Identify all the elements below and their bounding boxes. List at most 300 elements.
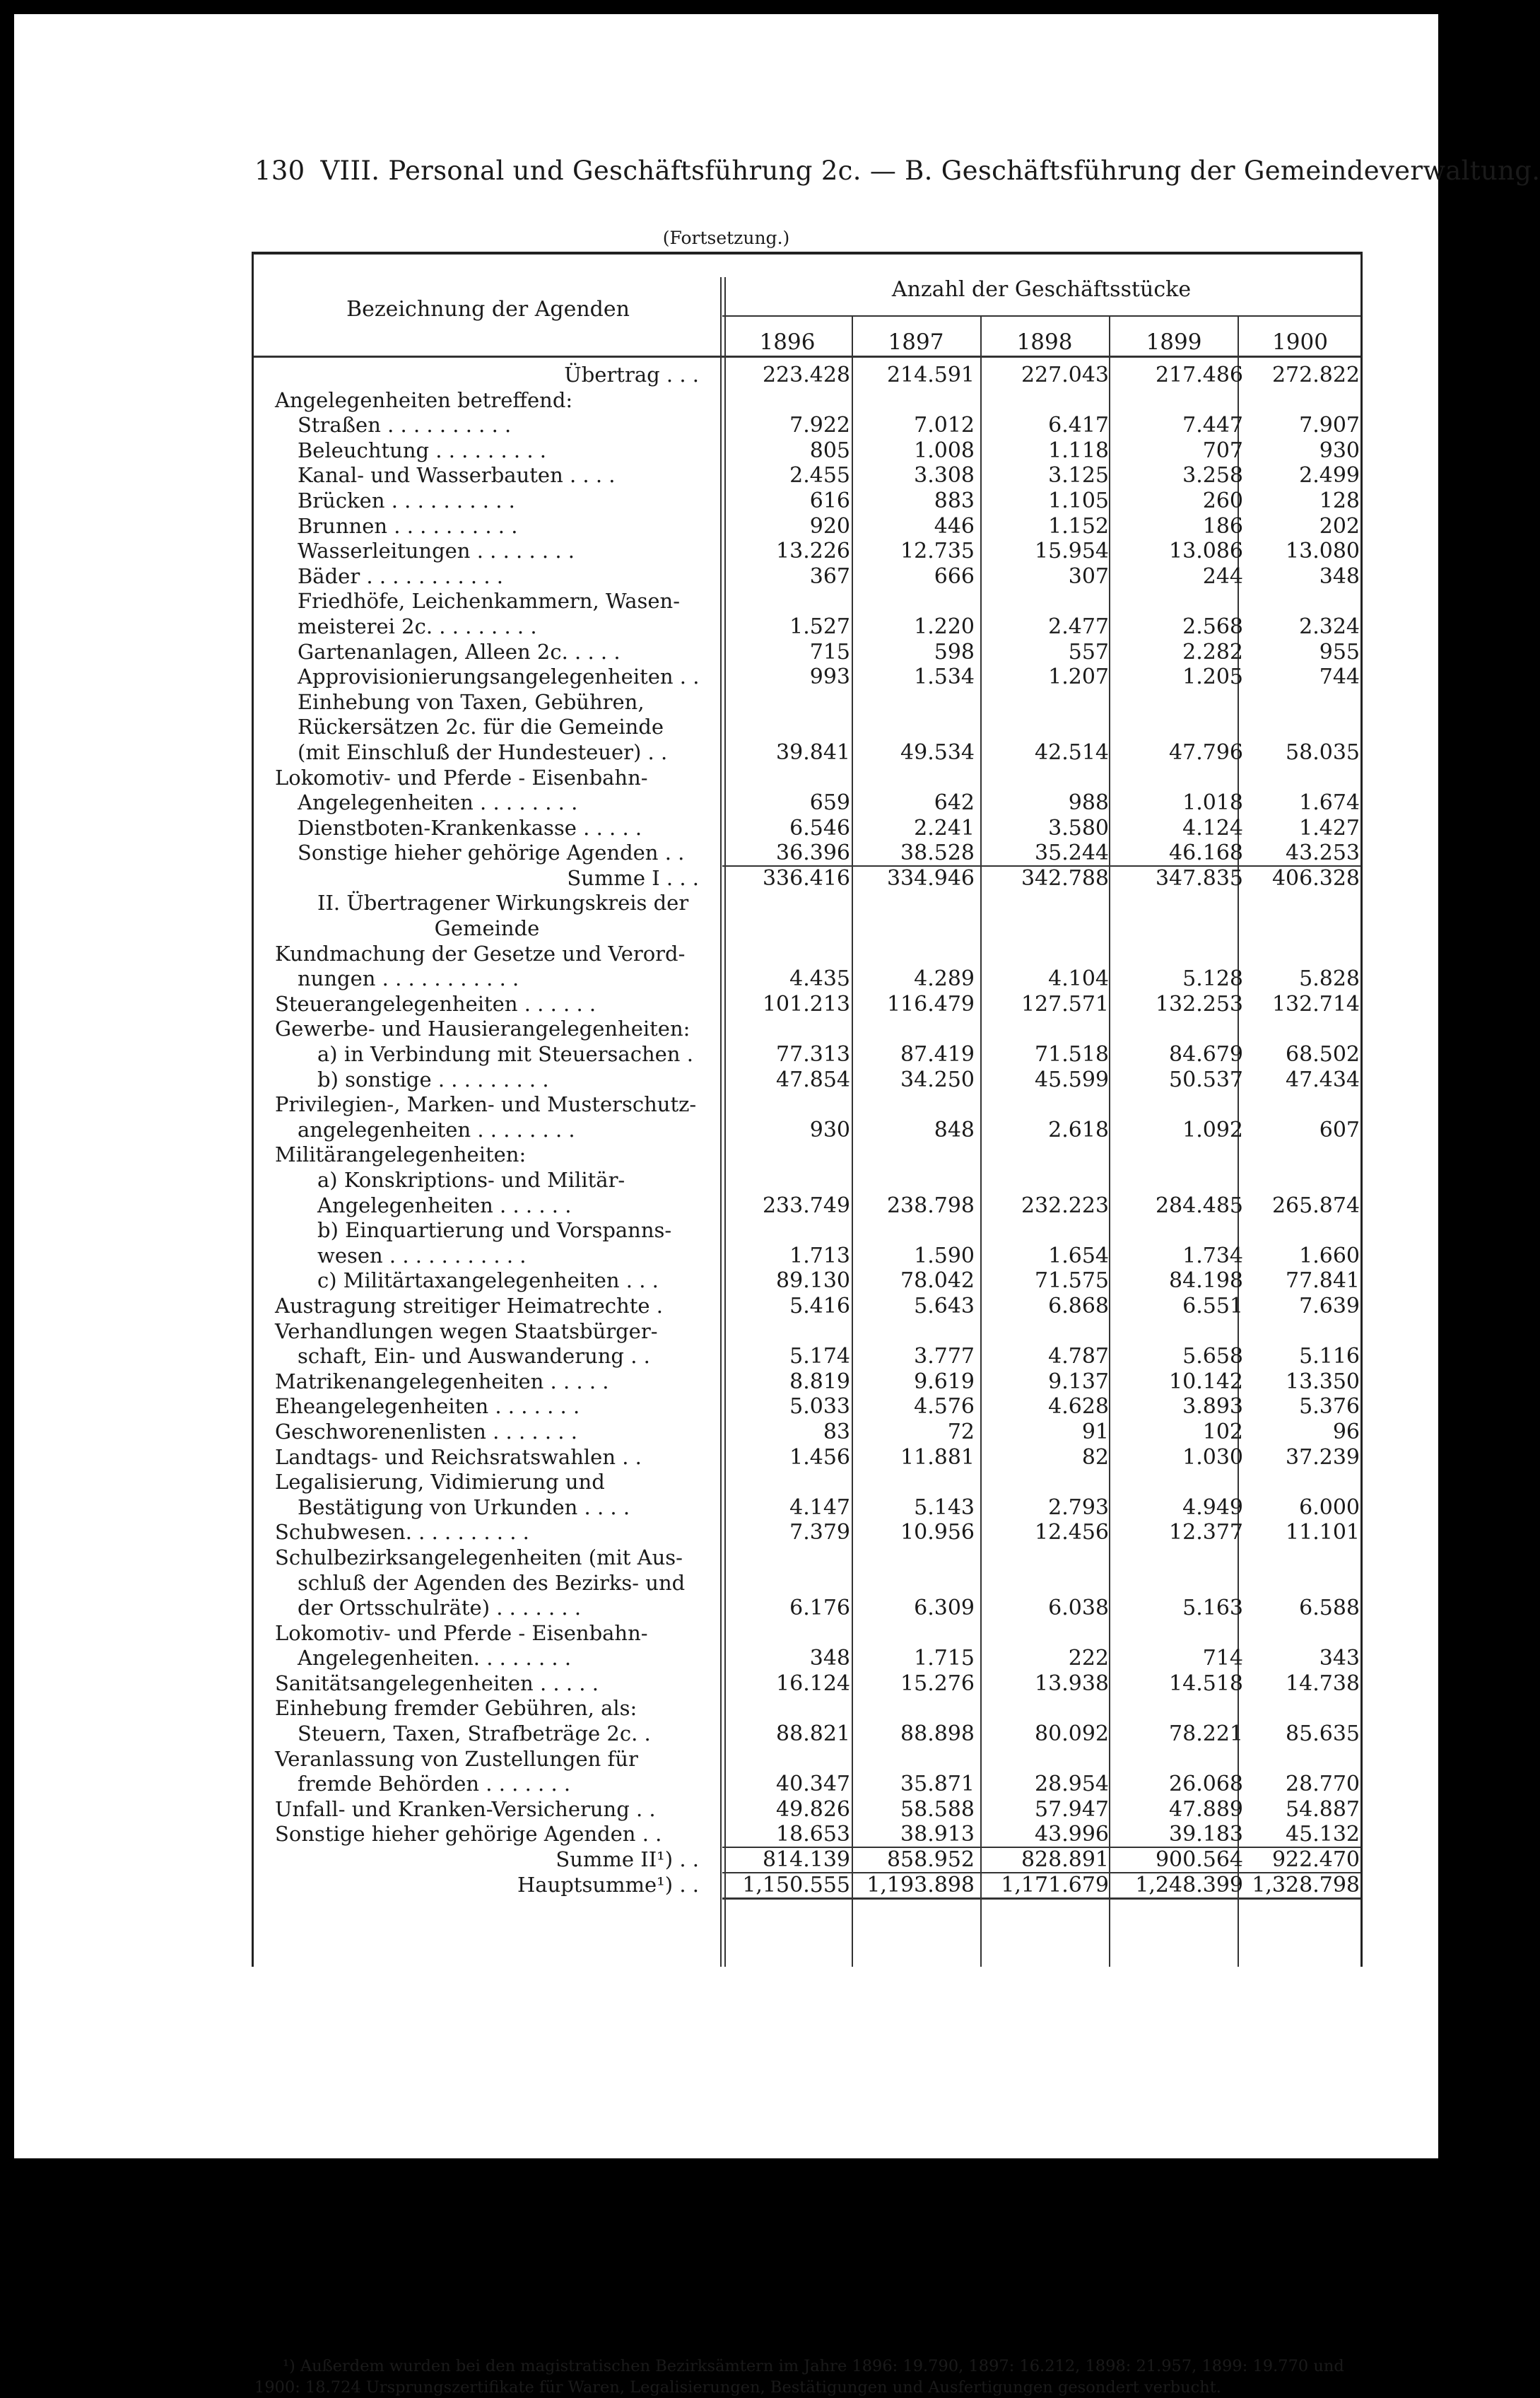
cell-1899: 84.679 [1169, 1042, 1243, 1068]
table-row [254, 1495, 1360, 1521]
row-label: Hauptsumme¹) . . [517, 1872, 699, 1897]
table-row [254, 1772, 1360, 1797]
year-1900: 1900 [1272, 329, 1328, 355]
row-label: Wasserleitungen . . . . . . . . [298, 539, 575, 563]
cell-1897: 49.534 [900, 739, 975, 765]
table-row [254, 891, 1360, 916]
table-row [254, 1142, 1360, 1168]
cell-1898: 2.793 [1048, 1495, 1109, 1520]
cell-1896: 1.713 [789, 1243, 850, 1268]
cell-1896: 993 [809, 665, 850, 690]
cell-1897: 446 [934, 513, 975, 539]
cell-1899: 10.142 [1169, 1369, 1243, 1394]
cell-1900: 2.324 [1299, 614, 1360, 639]
row-label: Straßen . . . . . . . . . . [298, 413, 512, 438]
table-row [254, 740, 1360, 766]
table-row [254, 1797, 1360, 1823]
cell-1900: 5.376 [1299, 1394, 1360, 1420]
cell-1896: 6.546 [789, 815, 850, 841]
cell-1899: 186 [1202, 513, 1243, 539]
cell-1900: 1.660 [1299, 1243, 1360, 1268]
cell-1899: 1.018 [1182, 790, 1243, 816]
cell-1899: 50.537 [1169, 1067, 1243, 1092]
table-row [254, 766, 1360, 791]
cell-1897: 10.956 [900, 1520, 975, 1545]
row-label: Schubwesen. . . . . . . . . . [275, 1520, 529, 1545]
cell-1897: 38.913 [900, 1822, 975, 1847]
table-row [254, 463, 1360, 489]
table-row [254, 1092, 1360, 1118]
cell-1896: 7.922 [789, 413, 850, 438]
cell-1900: 272.822 [1271, 363, 1360, 387]
page-number: 130 [254, 156, 305, 186]
row-label: Beleuchtung . . . . . . . . . [298, 438, 547, 462]
table-row [254, 966, 1360, 992]
cell-1899: 217.486 [1155, 363, 1243, 387]
table-row [254, 1394, 1360, 1420]
cell-1897: 15.276 [900, 1671, 975, 1696]
cell-1900: 54.887 [1286, 1796, 1360, 1822]
cell-1898: 42.514 [1035, 739, 1109, 765]
table-row [254, 1747, 1360, 1772]
cell-1899: 4.949 [1182, 1495, 1243, 1520]
cell-1896: 1.527 [789, 614, 850, 639]
cell-1899: 1.205 [1182, 665, 1243, 690]
cell-1900: 744 [1319, 665, 1360, 690]
cell-1897: 9.619 [914, 1369, 975, 1394]
cell-1896: 83 [823, 1419, 850, 1444]
cell-1898: 6.038 [1048, 1596, 1109, 1621]
cell-1898: 222 [1068, 1646, 1109, 1671]
row-label: Sonstige hieher gehörige Agenden . . [298, 841, 685, 865]
row-label: Gewerbe- und Hausierangelegenheiten: [275, 1017, 690, 1041]
data-table [252, 252, 1363, 1967]
cell-1899: 84.198 [1169, 1268, 1243, 1294]
cell-1899: 244 [1202, 563, 1243, 589]
table-row [254, 1319, 1360, 1345]
table-end-rule [722, 1897, 1360, 1900]
table-row [254, 589, 1360, 614]
cell-1899: 12.377 [1169, 1520, 1243, 1545]
cell-1899: 14.518 [1169, 1671, 1243, 1696]
cell-1897: 642 [934, 790, 975, 816]
cell-1898: 13.938 [1035, 1671, 1109, 1696]
row-label: Eheangelegenheiten . . . . . . . [275, 1394, 580, 1419]
cell-1897: 34.250 [900, 1067, 975, 1092]
cell-1896: 233.749 [762, 1193, 850, 1218]
cell-1900: 68.502 [1286, 1042, 1360, 1068]
row-label: Veranlassung von Zustellungen für [275, 1746, 638, 1771]
row-label: Friedhöfe, Leichenkammern, Wasen- [298, 589, 681, 614]
cell-1896: 47.854 [776, 1067, 850, 1092]
table-row [254, 363, 1360, 388]
cell-1897: 7.012 [914, 413, 975, 438]
cell-1897: 238.798 [886, 1193, 975, 1218]
table-row [254, 1344, 1360, 1369]
cell-1900: 343 [1319, 1646, 1360, 1671]
row-label: Gartenanlagen, Alleen 2c. . . . . [298, 639, 621, 664]
table-row [254, 1873, 1360, 1898]
table-row [254, 1470, 1360, 1495]
year-1898: 1898 [1016, 329, 1073, 355]
cell-1897: 858.952 [886, 1847, 975, 1873]
table-row [254, 1445, 1360, 1470]
table-row [254, 1646, 1360, 1671]
cell-1897: 848 [934, 1117, 975, 1142]
table-row [254, 1068, 1360, 1093]
table-row [254, 1193, 1360, 1219]
row-label: Brücken . . . . . . . . . . [298, 488, 515, 513]
cell-1898: 342.788 [1021, 865, 1109, 891]
cell-1897: 666 [934, 563, 975, 589]
cell-1900: 5.116 [1299, 1344, 1360, 1369]
cell-1900: 132.714 [1271, 991, 1360, 1017]
cell-1900: 1,328.798 [1252, 1872, 1360, 1897]
cell-1898: 1.152 [1048, 513, 1109, 539]
cell-1897: 78.042 [900, 1268, 975, 1294]
cell-1896: 6.176 [789, 1596, 850, 1621]
cell-1898: 127.571 [1021, 991, 1109, 1017]
cell-1899: 1,248.399 [1135, 1872, 1243, 1897]
cell-1900: 1.674 [1299, 790, 1360, 816]
cell-1900: 47.434 [1286, 1067, 1360, 1092]
row-label: Einhebung fremder Gebühren, als: [275, 1696, 637, 1721]
cell-1896: 89.130 [776, 1268, 850, 1294]
table-row [254, 1420, 1360, 1445]
cell-1897: 88.898 [900, 1721, 975, 1747]
label-column-header: Bezeichnung der Agenden [346, 297, 630, 322]
cell-1900: 128 [1319, 488, 1360, 513]
cell-1898: 80.092 [1035, 1721, 1109, 1747]
cell-1897: 1.715 [914, 1646, 975, 1671]
cell-1899: 78.221 [1169, 1721, 1243, 1747]
table-row [254, 1822, 1360, 1847]
cell-1899: 26.068 [1169, 1772, 1243, 1797]
row-label: meisterei 2c. . . . . . . . . [298, 614, 537, 638]
cell-1897: 6.309 [914, 1596, 975, 1621]
cell-1897: 214.591 [886, 363, 975, 387]
cell-1897: 334.946 [886, 865, 975, 891]
table-row [254, 816, 1360, 841]
table-row [254, 1571, 1360, 1596]
cell-1897: 883 [934, 488, 975, 513]
cell-1897: 1.008 [914, 438, 975, 463]
cell-1899: 260 [1202, 488, 1243, 513]
row-label: Bestätigung von Urkunden . . . . [298, 1495, 630, 1519]
cell-1900: 2.499 [1299, 463, 1360, 489]
continuation-label: (Fortsetzung.) [662, 228, 790, 248]
cell-1896: 18.653 [776, 1822, 850, 1847]
cell-1899: 39.183 [1169, 1822, 1243, 1847]
cell-1899: 4.124 [1182, 815, 1243, 841]
table-row [254, 1847, 1360, 1873]
cell-1897: 3.308 [914, 463, 975, 489]
cell-1898: 6.868 [1048, 1293, 1109, 1318]
row-label: schaft, Ein- und Auswanderung . . [298, 1344, 650, 1369]
row-label: Schulbezirksangelegenheiten (mit Aus- [275, 1545, 683, 1569]
header-bottom-rule [254, 356, 1360, 358]
cell-1899: 46.168 [1169, 841, 1243, 866]
cell-1897: 1.534 [914, 665, 975, 690]
cell-1896: 814.139 [762, 1847, 850, 1873]
cell-1898: 4.104 [1048, 966, 1109, 992]
table-row [254, 1671, 1360, 1697]
cell-1897: 598 [934, 639, 975, 665]
table-row [254, 1369, 1360, 1395]
cell-1900: 6.000 [1299, 1495, 1360, 1520]
cell-1897: 4.576 [914, 1394, 975, 1420]
cell-1900: 5.828 [1299, 966, 1360, 992]
cell-1899: 102 [1202, 1419, 1243, 1444]
row-label: Angelegenheiten. . . . . . . . [298, 1646, 572, 1671]
row-label: Verhandlungen wegen Staatsbürger- [275, 1318, 658, 1343]
table-row [254, 640, 1360, 665]
cell-1899: 714 [1202, 1646, 1243, 1671]
year-1896: 1896 [759, 329, 816, 355]
table-row [254, 866, 1360, 891]
table-row [254, 489, 1360, 514]
row-label: b) Einquartierung und Vorspanns- [317, 1218, 672, 1243]
table-row [254, 438, 1360, 464]
cell-1898: 71.575 [1035, 1268, 1109, 1294]
table-row [254, 539, 1360, 564]
row-label: Angelegenheiten . . . . . . . . [298, 790, 578, 815]
cell-1898: 43.996 [1035, 1822, 1109, 1847]
table-row [254, 564, 1360, 590]
cell-1897: 5.643 [914, 1293, 975, 1318]
table-row [254, 413, 1360, 438]
cell-1897: 35.871 [900, 1772, 975, 1797]
cell-1898: 1.118 [1048, 438, 1109, 463]
cell-1896: 2.455 [789, 463, 850, 489]
table-row [254, 1168, 1360, 1193]
cell-1898: 82 [1081, 1444, 1109, 1470]
table-row [254, 1244, 1360, 1269]
cell-1899: 7.447 [1182, 413, 1243, 438]
cell-1899: 284.485 [1155, 1193, 1243, 1218]
cell-1900: 85.635 [1286, 1721, 1360, 1747]
cell-1896: 659 [809, 790, 850, 816]
row-label: Steuerangelegenheiten . . . . . . [275, 991, 596, 1016]
cell-1896: 5.174 [789, 1344, 850, 1369]
cell-1899: 5.658 [1182, 1344, 1243, 1369]
row-label: Matrikenangelegenheiten . . . . . [275, 1369, 609, 1393]
cell-1896: 4.435 [789, 966, 850, 992]
year-1897: 1897 [888, 329, 944, 355]
table-row [254, 841, 1360, 866]
row-label: Kundmachung der Gesetze und Verord- [275, 941, 686, 966]
table-row [254, 514, 1360, 539]
cell-1900: 922.470 [1271, 1847, 1360, 1873]
row-label: Rückersätzen 2c. für die Gemeinde [298, 715, 664, 739]
cell-1896: 40.347 [776, 1772, 850, 1797]
cell-1898: 9.137 [1048, 1369, 1109, 1394]
cell-1899: 47.889 [1169, 1796, 1243, 1822]
cell-1897: 1.220 [914, 614, 975, 639]
row-label: angelegenheiten . . . . . . . . [298, 1117, 575, 1142]
cell-1896: 920 [809, 513, 850, 539]
cell-1897: 2.241 [914, 815, 975, 841]
cell-1896: 715 [809, 639, 850, 665]
row-label: c) Militärtaxangelegenheiten . . . [317, 1268, 659, 1293]
cell-1899: 1.030 [1182, 1444, 1243, 1470]
row-label: Gemeinde [434, 916, 540, 941]
cell-1896: 8.819 [789, 1369, 850, 1394]
row-label: a) Konskriptions- und Militär- [317, 1168, 625, 1192]
cell-1896: 336.416 [762, 865, 850, 891]
cell-1899: 707 [1202, 438, 1243, 463]
cell-1897: 87.419 [900, 1042, 975, 1068]
table-row [254, 1017, 1360, 1042]
cell-1900: 58.035 [1286, 739, 1360, 765]
row-label: Approvisionierungsangelegenheiten . . [298, 665, 700, 689]
cell-1897: 116.479 [886, 991, 975, 1017]
table-row [254, 916, 1360, 942]
cell-1898: 4.787 [1048, 1344, 1109, 1369]
row-label: Austragung streitiger Heimatrechte . [275, 1293, 663, 1318]
cell-1898: 3.580 [1048, 815, 1109, 841]
row-label: nungen . . . . . . . . . . . [298, 966, 519, 991]
cell-1900: 607 [1319, 1117, 1360, 1142]
row-label: Militärangelegenheiten: [275, 1142, 527, 1167]
cell-1899: 900.564 [1155, 1847, 1243, 1873]
cell-1899: 132.253 [1155, 991, 1243, 1017]
cell-1898: 45.599 [1035, 1067, 1109, 1092]
cell-1898: 988 [1068, 790, 1109, 816]
cell-1896: 7.379 [789, 1520, 850, 1545]
cell-1900: 96 [1332, 1419, 1360, 1444]
cell-1896: 1,150.555 [742, 1872, 850, 1897]
cell-1899: 6.551 [1182, 1293, 1243, 1318]
cell-1898: 2.618 [1048, 1117, 1109, 1142]
table-row [254, 1596, 1360, 1621]
cell-1896: 16.124 [776, 1671, 850, 1696]
running-title: VIII. Personal und Geschäftsführung 2c. — B. Geschäftsführung der Gemeindeverwaltung. [320, 156, 1540, 186]
cell-1896: 1.456 [789, 1444, 850, 1470]
cell-1900: 265.874 [1271, 1193, 1360, 1218]
footnote-text: ¹) Außerdem wurden bei den magistratischen Bezirksämtern im Jahre 1896: 19.790, 1897: 16.212, 1898: 21.957, 1899: 19.770 und 1900: 18.724 Ursprungszertifikate für Waren, Legalisierungen, Bestätigungen und Ausfertigungen gesondert verbucht. [254, 2357, 1344, 2397]
cell-1899: 2.282 [1182, 639, 1243, 665]
row-label: Unfall- und Kranken-Versicherung . . [275, 1796, 656, 1821]
cell-1896: 5.033 [789, 1394, 850, 1420]
cell-1899: 5.128 [1182, 966, 1243, 992]
cell-1898: 232.223 [1021, 1193, 1109, 1218]
cell-1899: 47.796 [1169, 739, 1243, 765]
table-row [254, 992, 1360, 1017]
row-label: Landtags- und Reichsratswahlen . . [275, 1444, 642, 1469]
cell-1896: 367 [809, 563, 850, 589]
cell-1898: 57.947 [1035, 1796, 1109, 1822]
row-label: Kanal- und Wasserbauten . . . . [298, 463, 616, 488]
cell-1900: 955 [1319, 639, 1360, 665]
cell-1900: 77.841 [1286, 1268, 1360, 1294]
table-row [254, 690, 1360, 715]
cell-1900: 6.588 [1299, 1596, 1360, 1621]
cell-1898: 307 [1068, 563, 1109, 589]
year-1899: 1899 [1146, 329, 1202, 355]
row-label: Lokomotiv- und Pferde - Eisenbahn- [275, 1620, 648, 1645]
row-label: Einhebung von Taxen, Gebühren, [298, 689, 645, 714]
table-row [254, 1118, 1360, 1143]
cell-1898: 557 [1068, 639, 1109, 665]
row-label: Summe II¹) . . [556, 1847, 699, 1872]
row-label: a) in Verbindung mit Steuersachen . [317, 1042, 693, 1067]
table-row [254, 1294, 1360, 1319]
cell-1900: 11.101 [1286, 1520, 1360, 1545]
cell-1898: 6.417 [1048, 413, 1109, 438]
table-row [254, 1545, 1360, 1571]
row-label: Steuern, Taxen, Strafbeträge 2c. . [298, 1721, 651, 1746]
row-label: schluß der Agenden des Bezirks- und [298, 1570, 686, 1595]
cell-1900: 45.132 [1286, 1822, 1360, 1847]
footnote [254, 2356, 1357, 2398]
cell-1900: 14.738 [1286, 1671, 1360, 1696]
cell-1897: 12.735 [900, 539, 975, 564]
cell-1896: 616 [809, 488, 850, 513]
row-label: Angelegenheiten . . . . . . [317, 1193, 572, 1217]
cell-1898: 1.654 [1048, 1243, 1109, 1268]
row-label: Übertrag . . . [564, 363, 699, 387]
cell-1900: 1.427 [1299, 815, 1360, 841]
table-body [254, 363, 1360, 1900]
cell-1898: 1.105 [1048, 488, 1109, 513]
table-row [254, 1721, 1360, 1747]
running-head [254, 156, 1540, 186]
row-label: Geschworenenlisten . . . . . . . [275, 1419, 577, 1444]
cell-1898: 12.456 [1035, 1520, 1109, 1545]
row-label: Brunnen . . . . . . . . . . [298, 513, 518, 538]
cell-1897: 58.588 [900, 1796, 975, 1822]
row-label: b) sonstige . . . . . . . . . [317, 1067, 549, 1092]
cell-1898: 35.244 [1035, 841, 1109, 866]
table-row [254, 1218, 1360, 1244]
cell-1896: 36.396 [776, 841, 850, 866]
cell-1900: 930 [1319, 438, 1360, 463]
table-row [254, 614, 1360, 640]
cell-1897: 72 [947, 1419, 975, 1444]
cell-1899: 5.163 [1182, 1596, 1243, 1621]
cell-1900: 37.239 [1286, 1444, 1360, 1470]
cell-1898: 828.891 [1021, 1847, 1109, 1873]
cell-1896: 805 [809, 438, 850, 463]
cell-1896: 930 [809, 1117, 850, 1142]
cell-1900: 43.253 [1286, 841, 1360, 866]
row-label: II. Übertragener Wirkungskreis der [317, 891, 689, 916]
table-row [254, 715, 1360, 740]
cell-1897: 1.590 [914, 1243, 975, 1268]
cell-1898: 71.518 [1035, 1042, 1109, 1068]
page [14, 14, 1540, 2397]
table-row [254, 1696, 1360, 1721]
cell-1897: 38.528 [900, 841, 975, 866]
cell-1896: 13.226 [776, 539, 850, 564]
table-row [254, 790, 1360, 816]
row-label: Sanitätsangelegenheiten . . . . . [275, 1671, 599, 1695]
cell-1899: 3.893 [1182, 1394, 1243, 1420]
cell-1899: 2.568 [1182, 614, 1243, 639]
cell-1899: 1.734 [1182, 1243, 1243, 1268]
cell-1898: 15.954 [1035, 539, 1109, 564]
row-label: wesen . . . . . . . . . . . [317, 1243, 527, 1268]
cell-1899: 13.086 [1169, 539, 1243, 564]
cell-1900: 202 [1319, 513, 1360, 539]
cell-1896: 5.416 [789, 1293, 850, 1318]
cell-1898: 227.043 [1021, 363, 1109, 387]
cell-1896: 223.428 [762, 363, 850, 387]
table-row [254, 665, 1360, 690]
cell-1900: 406.328 [1271, 865, 1360, 891]
cell-1900: 13.080 [1286, 539, 1360, 564]
